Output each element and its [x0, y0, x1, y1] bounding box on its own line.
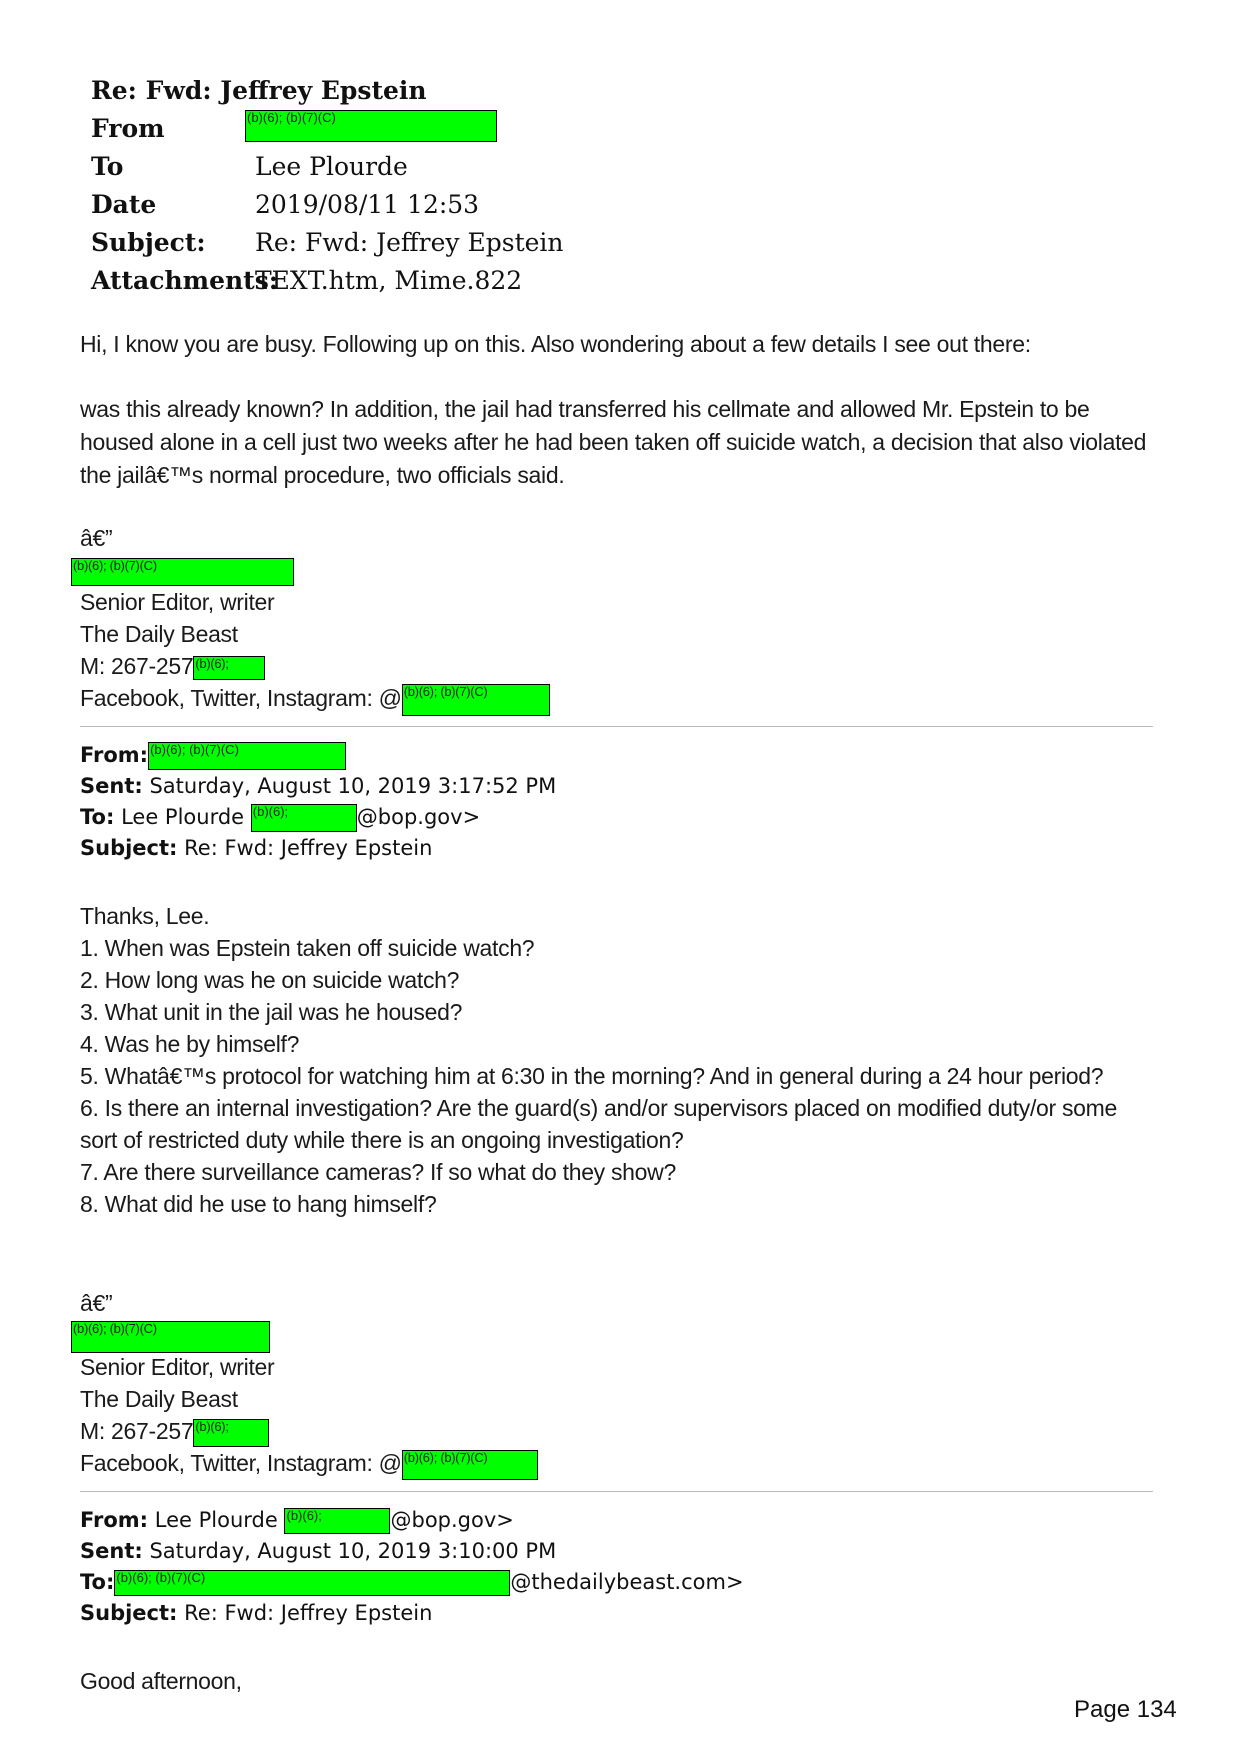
body-intro-line: Hi, I know you are busy. Following up on this. Also wondering about a few details I see out there:: [80, 331, 1031, 357]
list-item: 2. How long was he on suicide watch?: [80, 967, 460, 993]
signature-social: Facebook, Twitter, Instagram: @: [80, 1450, 402, 1476]
signature-phone: M: 267-257: [80, 1418, 194, 1444]
subject-label: Subject:: [80, 836, 178, 860]
body-quote-paragraph: was this already known? In addition, the jail had transferred his cellmate and allowed Mr. Epstein to be housed alone in a cell just two weeks after he had been taken off suicide watch, a decision that also violated the jailâ€™s normal procedure, two officials said.: [80, 396, 1147, 488]
body-greeting: Good afternoon,: [80, 1668, 242, 1694]
sent-label: Sent:: [80, 1539, 143, 1563]
divider: [80, 726, 1153, 727]
signature-phone-row: [80, 1415, 538, 1447]
signature-title: Senior Editor, writer: [80, 589, 275, 615]
header-attachments-row: [91, 266, 564, 304]
header-subject-row: [91, 228, 564, 266]
header-from-row: [91, 110, 564, 152]
sent-value: Saturday, August 10, 2019 3:10:00 PM: [149, 1539, 557, 1563]
email-header: [91, 76, 564, 304]
from-label: From:: [80, 1508, 149, 1532]
redaction-box: (b)(6);: [251, 804, 357, 832]
signature-social-row: [80, 1447, 538, 1479]
signature-block-1: [73, 522, 550, 714]
signature-block-2: [73, 1287, 538, 1479]
to-domain: @bop.gov>: [356, 805, 481, 829]
list-item: 4. Was he by himself?: [80, 1031, 300, 1057]
to-name: Lee Plourde: [121, 805, 245, 829]
page-number: Page 134: [1074, 1696, 1177, 1723]
signature-org: The Daily Beast: [80, 1386, 238, 1412]
redaction-box: (b)(6); (b)(7)(C): [148, 742, 346, 770]
to-label: To:: [80, 805, 115, 829]
list-item: 8. What did he use to hang himself?: [80, 1191, 437, 1217]
email-title: Re: Fwd: Jeffrey Epstein: [91, 76, 427, 105]
msg1-subject-row: [80, 833, 556, 864]
list-item: 6. Is there an internal investigation? Are the guard(s) and/or supervisors placed on modified duty/or some: [80, 1095, 1118, 1121]
redaction-box: (b)(6); (b)(7)(C): [402, 684, 550, 716]
signature-name-row: [73, 554, 550, 586]
msg1-to-row: [80, 802, 556, 833]
list-item: 7. Are there surveillance cameras? If so what do they show?: [80, 1159, 676, 1185]
signature-name-row: [73, 1319, 538, 1351]
attachments-label: Attachments:: [91, 266, 279, 295]
header-date-row: [91, 190, 564, 228]
sent-value: Saturday, August 10, 2019 3:17:52 PM: [149, 774, 557, 798]
to-value: Lee Plourde: [255, 152, 408, 181]
date-label: Date: [91, 190, 157, 219]
msg2-to-row: [80, 1567, 744, 1598]
header-to-row: [91, 152, 564, 190]
message-header-2: [80, 1505, 744, 1629]
to-label: To:: [80, 1570, 115, 1594]
signature-social-row: [80, 682, 550, 714]
to-label: To: [91, 152, 124, 181]
redaction-box: (b)(6);: [193, 656, 265, 680]
from-domain: @bop.gov>: [390, 1508, 514, 1532]
signature-social: Facebook, Twitter, Instagram: @: [80, 685, 402, 711]
date-value: 2019/08/11 12:53: [255, 190, 480, 219]
msg1-sent-row: [80, 771, 556, 802]
list-item: 1. When was Epstein taken off suicide watch?: [80, 935, 535, 961]
redaction-box: (b)(6); (b)(7)(C): [71, 1321, 270, 1353]
subject-value: Re: Fwd: Jeffrey Epstein: [255, 228, 564, 257]
list-item: sort of restricted duty while there is an ongoing investigation?: [80, 1127, 684, 1153]
divider: [80, 1491, 1153, 1492]
msg1-from-row: [80, 740, 556, 771]
list-item: 5. Whatâ€™s protocol for watching him at 6:30 in the morning? And in general during a 24 hour period?: [80, 1063, 1104, 1089]
body-questions: [80, 900, 1117, 1220]
msg2-from-row: [80, 1505, 744, 1536]
redaction-box: (b)(6); (b)(7)(C): [114, 1570, 510, 1596]
attachments-value: TEXT.htm, Mime.822: [255, 266, 523, 295]
msg2-sent-row: [80, 1536, 744, 1567]
signature-dash: â€”: [80, 525, 113, 551]
subject-value: Re: Fwd: Jeffrey Epstein: [184, 836, 433, 860]
subject-label: Subject:: [91, 228, 206, 257]
subject-label: Subject:: [80, 1601, 178, 1625]
redaction-box: (b)(6); (b)(7)(C): [71, 558, 294, 586]
redaction-box: (b)(6); (b)(7)(C): [245, 110, 497, 142]
from-label: From:: [80, 743, 149, 767]
signature-phone: M: 267-257: [80, 653, 194, 679]
signature-dash: â€”: [80, 1290, 113, 1316]
subject-value: Re: Fwd: Jeffrey Epstein: [184, 1601, 433, 1625]
list-item: Thanks, Lee.: [80, 903, 210, 929]
signature-phone-row: [80, 650, 550, 682]
to-domain: @thedailybeast.com>: [510, 1570, 744, 1594]
msg2-subject-row: [80, 1598, 744, 1629]
from-name: Lee Plourde: [154, 1508, 278, 1532]
redaction-box: (b)(6);: [193, 1419, 269, 1447]
sent-label: Sent:: [80, 774, 143, 798]
redaction-box: (b)(6); (b)(7)(C): [402, 1450, 538, 1480]
redaction-box: (b)(6);: [284, 1508, 390, 1534]
signature-org: The Daily Beast: [80, 621, 238, 647]
from-label: From: [91, 114, 165, 143]
signature-title: Senior Editor, writer: [80, 1354, 275, 1380]
list-item: 3. What unit in the jail was he housed?: [80, 999, 463, 1025]
message-header-1: [80, 740, 556, 864]
